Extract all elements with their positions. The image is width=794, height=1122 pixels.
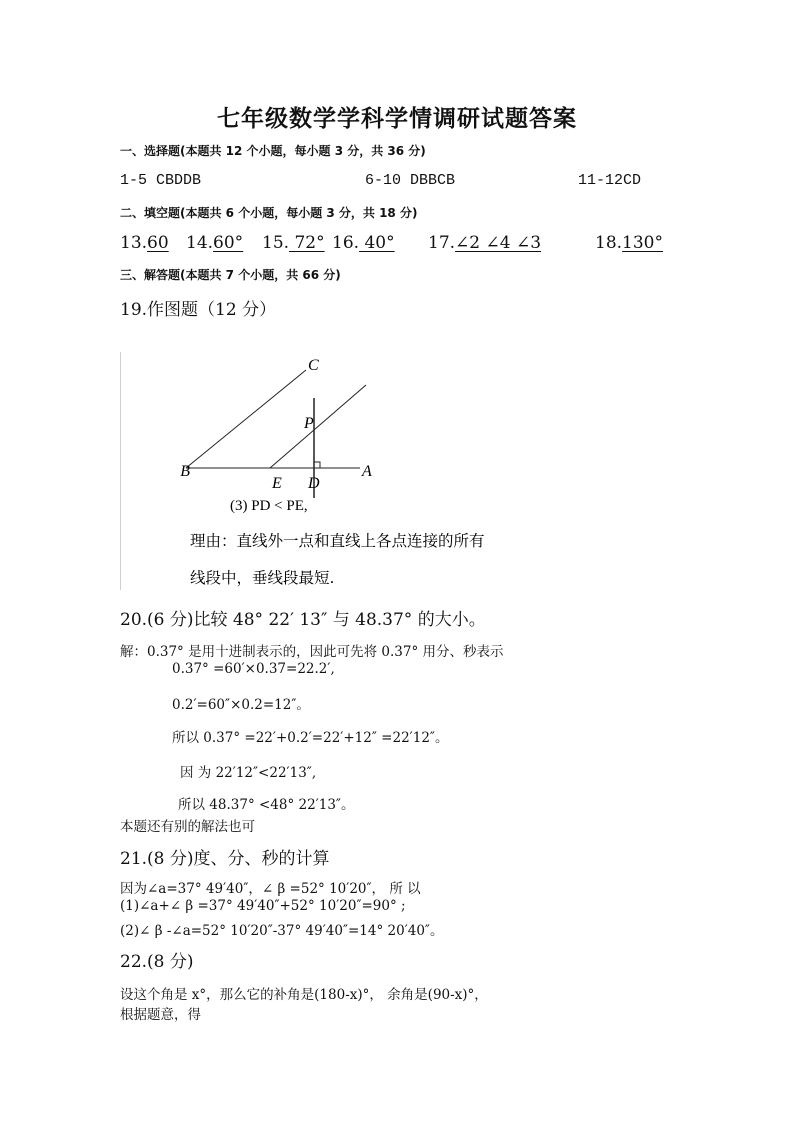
choice-answers-6-10: 6-10 DBBCB	[365, 172, 456, 189]
q20-line-4: 所以 0.37° =22′+0.2′=22′+12″ =22′12″。	[172, 730, 449, 746]
label-b: B	[180, 463, 190, 480]
choice-answers-1-5: 1-5 CBDDB	[120, 172, 202, 189]
fill-value: 72°	[289, 233, 325, 253]
fill-number: 15.	[262, 233, 290, 253]
page-title: 七年级数学学科学情调研试题答案	[217, 106, 577, 132]
label-e: E	[272, 475, 282, 492]
fill-number: 14.	[186, 233, 214, 253]
fill-number: 17.	[428, 233, 456, 253]
q21-line-3: (2)∠ β -∠a=52° 10′20″-37° 49′40″=14° 20′40″。	[120, 923, 444, 939]
fill-value: 130°	[622, 233, 663, 253]
q19-reason-line-1: 理由：直线外一点和直线上各点连接的所有	[190, 532, 485, 550]
parallel-line-e	[270, 385, 366, 468]
q19-heading: 19.作图题（12 分）	[120, 300, 277, 320]
q22-line-2: 根据题意，得	[120, 1007, 201, 1023]
q21-heading: 21.(8 分)度、分、秒的计算	[120, 849, 330, 869]
q20-line-1: 解：0.37° 是用十进制表示的，因此可先将 0.37° 用分、秒表示	[120, 644, 504, 660]
label-d: D	[308, 475, 320, 492]
choice-answers-11-12: 11-12CD	[578, 172, 642, 189]
fill-number: 16.	[332, 233, 360, 253]
fill-answer-15	[262, 233, 325, 253]
q20-line-6: 所以 48.37° <48° 22′13″。	[178, 797, 355, 813]
q20-line-2: 0.37° =60′×0.37=22.2′,	[172, 661, 335, 677]
q19-part-3: (3) PD < PE,	[230, 498, 308, 514]
q20-heading: 20.(6 分)比较 48° 22′ 13″ 与 48.37° 的大小。	[120, 610, 486, 630]
fill-value: 60	[147, 233, 169, 253]
right-angle-mark	[314, 462, 320, 468]
geometry-figure	[120, 350, 520, 590]
q22-heading: 22.(8 分)	[120, 952, 194, 972]
q21-line-2: (1)∠a+∠ β =37° 49′40″+52° 10′20″=90° ;	[120, 898, 406, 914]
line-bc	[186, 370, 306, 468]
fill-value: 60°	[213, 233, 244, 253]
q22-line-1: 设这个角是 x°，那么它的补角是(180-x)°， 余角是(90-x)°，	[120, 987, 488, 1003]
fill-value: 40°	[359, 233, 395, 253]
q20-note: 本题还有别的解法也可	[120, 819, 255, 835]
fill-answer-16	[332, 233, 395, 253]
section-1-header: 一、选择题(本题共 12 个小题，每小题 3 分，共 36 分)	[120, 144, 426, 158]
fill-answer-14	[186, 233, 243, 253]
fill-answer-17	[428, 233, 541, 253]
q19-reason-line-2: 线段中，垂线段最短.	[190, 569, 335, 587]
label-c: C	[308, 357, 319, 374]
section-2-header: 二、填空题(本题共 6 个小题，每小题 3 分，共 18 分)	[120, 206, 418, 220]
fill-answer-13	[120, 233, 169, 253]
fill-number: 18.	[595, 233, 623, 253]
q20-line-5: 因 为 22′12″<22′13″,	[180, 765, 317, 781]
section-3-header: 三、解答题(本题共 7 个小题，共 66 分)	[120, 268, 341, 282]
fill-value: ∠2 ∠4 ∠3	[455, 233, 542, 253]
fill-number: 13.	[120, 233, 148, 253]
q21-line-1: 因为∠a=37° 49′40″，∠ β =52° 10′20″， 所 以	[120, 881, 421, 897]
q20-line-3: 0.2′=60″×0.2=12″。	[172, 697, 310, 713]
fill-answer-18	[595, 233, 663, 253]
label-p: P	[304, 415, 314, 432]
label-a: A	[362, 463, 372, 480]
